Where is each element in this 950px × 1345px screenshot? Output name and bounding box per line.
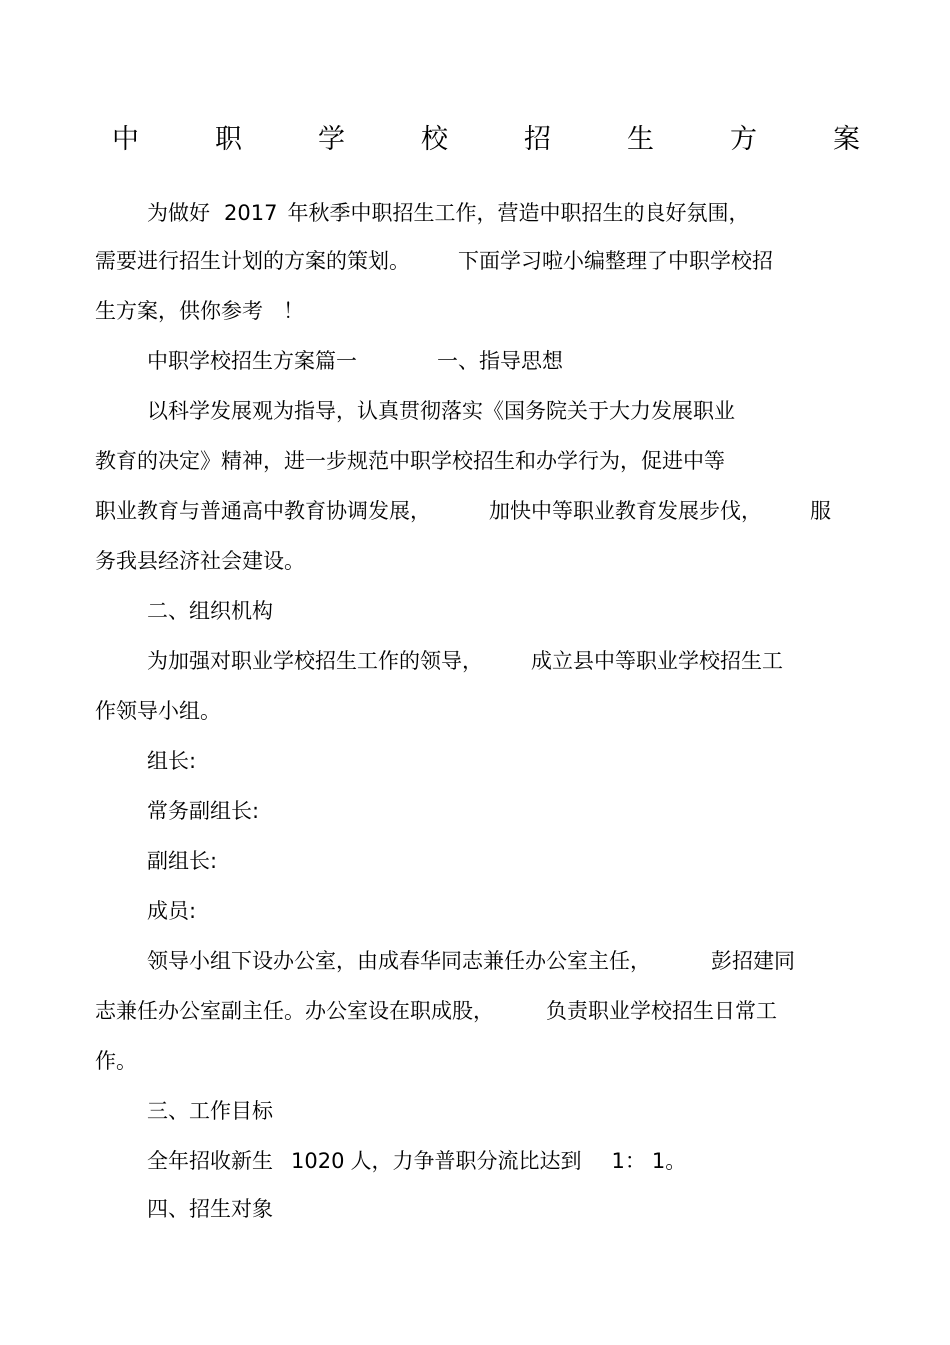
title-char: 案 [833, 124, 860, 155]
target-line [147, 1146, 686, 1176]
intro-line-1 [147, 198, 749, 228]
intro-line-2 [95, 246, 773, 276]
exec-deputy-label: 常务副组长: [147, 799, 260, 823]
text-run: 下面学习啦小编整理了中职学校招 [458, 249, 773, 273]
text-run: 全年招收新生 [147, 1149, 273, 1173]
text-run: 年秋季中职招生工作，营造中职招生的良好氛围， [287, 201, 750, 225]
text-run: 成立县中等职业学校招生工 [531, 649, 783, 673]
text-run: 2017 [224, 201, 278, 225]
text-run: 1020 [291, 1149, 345, 1173]
section3-heading: 三、工作目标 [147, 1099, 273, 1123]
office-line-1 [147, 946, 795, 976]
text-run: ！ [283, 299, 304, 323]
section1-heading [147, 346, 563, 376]
title-char: 生 [627, 124, 654, 155]
section1-line-3 [95, 496, 831, 526]
text-run: 需要进行招生计划的方案的策划。 [95, 249, 410, 273]
text-run: 1： [611, 1149, 646, 1173]
deputy-label: 副组长: [147, 849, 218, 873]
section2-line-1 [147, 646, 783, 676]
title-char: 校 [421, 124, 448, 155]
text-run: 1。 [651, 1149, 687, 1173]
text-run: 职业教育与普通高中教育协调发展， [95, 499, 431, 523]
text-run: 志兼任办公室副主任。办公室设在职成股， [95, 999, 494, 1023]
section1-line-2: 教育的决定》精神，进一步规范中职学校招生和办学行为，促进中等 [95, 449, 725, 473]
text-run: 中职学校招生方案篇一 [147, 349, 357, 373]
text-run: 加快中等职业教育发展步伐， [489, 499, 762, 523]
text-run: 为加强对职业学校招生工作的领导， [147, 649, 483, 673]
title-char: 中 [112, 124, 139, 155]
title-char: 学 [318, 124, 345, 155]
text-run: 服 [810, 499, 831, 523]
text-run: 领导小组下设办公室，由成春华同志兼任办公室主任， [147, 949, 651, 973]
text-run: 人，力争普职分流比达到 [350, 1149, 582, 1173]
section1-line-1: 以科学发展观为指导，认真贯彻落实《国务院关于大力发展职业 [147, 399, 735, 423]
leader-label: 组长: [147, 749, 197, 773]
title-char: 方 [730, 124, 757, 155]
office-line-3: 作。 [95, 1049, 137, 1073]
section1-line-4: 务我县经济社会建设。 [95, 549, 305, 573]
members-label: 成员: [147, 899, 197, 923]
title-char: 招 [524, 124, 551, 155]
section4-heading: 四、招生对象 [147, 1197, 273, 1221]
text-run: 生方案，供你参考 [95, 299, 263, 323]
intro-line-3 [95, 296, 304, 326]
text-run: 为做好 [147, 201, 210, 225]
text-run: 负责职业学校招生日常工 [546, 999, 777, 1023]
title-char: 职 [215, 124, 242, 155]
text-run: 一、指导思想 [437, 349, 563, 373]
text-run: 彭招建同 [711, 949, 795, 973]
section2-line-2: 作领导小组。 [95, 699, 221, 723]
section2-heading: 二、组织机构 [147, 599, 273, 623]
document-title [112, 120, 860, 160]
office-line-2 [95, 996, 777, 1026]
